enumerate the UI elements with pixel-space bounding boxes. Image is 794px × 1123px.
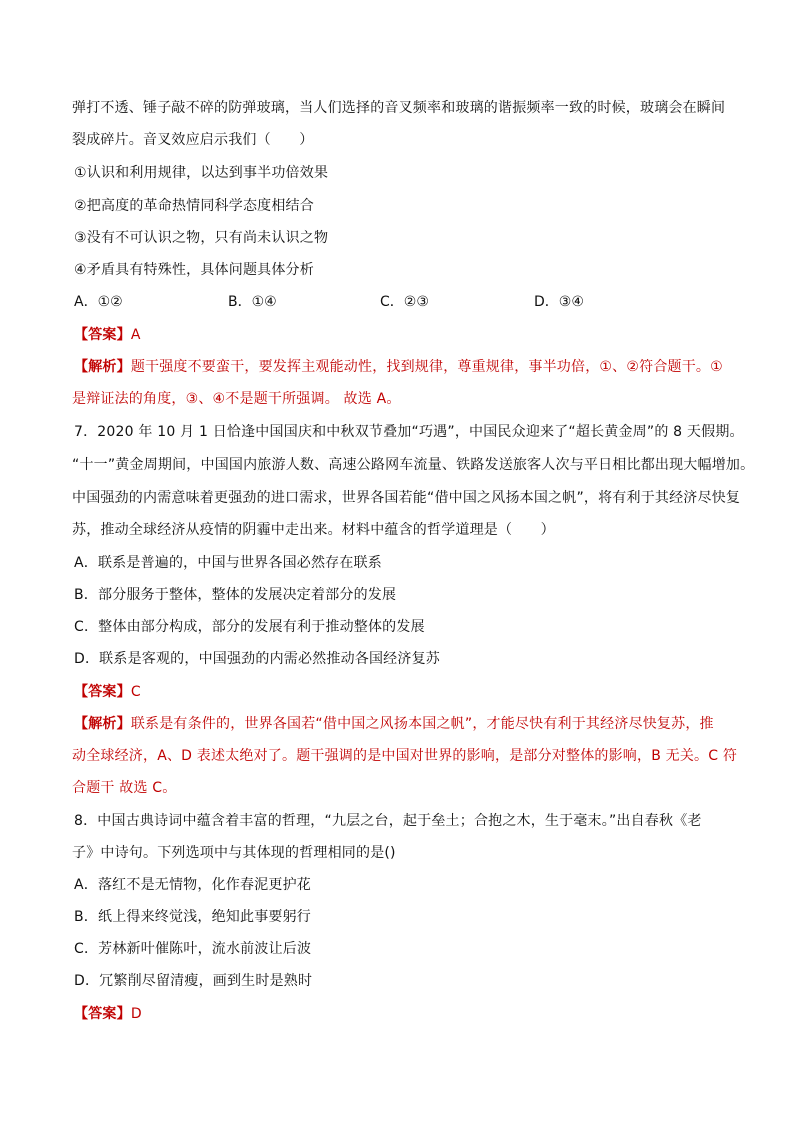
q7-answer [74, 682, 734, 702]
q6-option-a: A．①② [74, 294, 123, 310]
analysis-tag: 【解析】 [74, 716, 131, 732]
q6-stem-line-1: 弹打不透、锤子敲不碎的防弹玻璃，当人们选择的音叉频率和玻璃的谐振频率一致的时候，玻璃会在瞬间 [72, 100, 726, 116]
q8-option-d: D．冗繁削尽留清瘦，画到生时是熟时 [74, 973, 313, 989]
q6-item-1: ①认识和利用规律，以达到事半功倍效果 [74, 165, 329, 181]
q6-analysis-line-2: 是辩证法的角度，③、④不是题干所强调。 故选 A。 [72, 391, 401, 407]
q7-stem-line-4: 苏，推动全球经济从疫情的阴霾中走出来。材料中蕴含的哲学道理是（ ） [72, 522, 555, 538]
answer-tag: 【答案】 [74, 1006, 131, 1022]
answer-value: A [130, 327, 141, 343]
q7-option-d: D．联系是客观的，中国强劲的内需必然推动各国经济复苏 [74, 651, 440, 667]
q8-option-a: A．落红不是无情物，化作春泥更护花 [74, 877, 311, 893]
answer-value: D [130, 1006, 142, 1022]
q6-answer [74, 325, 734, 345]
q7-analysis-line-3: 合题干 故选 C。 [72, 780, 177, 796]
q6-item-3: ③没有不可认识之物，只有尚未认识之物 [74, 230, 329, 246]
analysis-tag: 【解析】 [74, 359, 131, 375]
q7-option-c: C．整体由部分构成，部分的发展有利于推动整体的发展 [74, 619, 425, 635]
q6-option-d: D．③④ [534, 294, 584, 310]
q8-option-c: C．芳林新叶催陈叶，流水前波让后波 [74, 941, 312, 957]
q7-option-a: A．联系是普遍的，中国与世界各国必然存在联系 [74, 555, 382, 571]
answer-tag: 【答案】 [74, 327, 131, 343]
q8-stem-line-1: 8．中国古典诗词中蕴含着丰富的哲理，“九层之台，起于垒土；合抱之木，生于毫末。”出自春秋《老 [74, 813, 702, 829]
answer-tag: 【答案】 [74, 684, 131, 700]
q7-option-b: B．部分服务于整体，整体的发展决定着部分的发展 [74, 587, 397, 603]
q6-stem-line-2: 裂成碎片。音叉效应启示我们（ ） [72, 132, 314, 148]
analysis-text: 联系是有条件的，世界各国若“借中国之风扬本国之帆”，才能尽快有利于其经济尽快复苏，推 [130, 716, 714, 732]
q6-option-b: B．①④ [228, 294, 277, 310]
analysis-text: 题干强度不要蛮干，要发挥主观能动性，找到规律，尊重规律，事半功倍， [130, 359, 600, 375]
q7-stem-line-2: “十一”黄金周期间，中国国内旅游人数、高速公路网车流量、铁路发送旅客人次与平日相比都出现大幅增加。 [72, 457, 755, 473]
q7-analysis-line-1 [74, 714, 734, 734]
analysis-text-highlight: ①、②符合题干。① [599, 359, 723, 375]
q6-item-4: ④矛盾具有特殊性，具体问题具体分析 [74, 262, 314, 278]
q7-analysis-line-2: 动全球经济，A、D 表述太绝对了。题干强调的是中国对世界的影响，是部分对整体的影响，B 无关。C 符 [72, 748, 738, 764]
q8-stem-line-2: 子》中诗句。下列选项中与其体现的哲理相同的是() [72, 845, 396, 861]
answer-value: C [130, 684, 141, 700]
q8-answer [74, 1004, 734, 1024]
q7-stem-line-3: 中国强劲的内需意味着更强劲的进口需求，世界各国若能“借中国之风扬本国之帆”，将有利于其经济尽快复 [72, 490, 741, 506]
q6-option-c: C．②③ [380, 294, 429, 310]
q7-stem-line-1: 7．2020 年 10 月 1 日恰逢中国国庆和中秋双节叠加“巧遇”，中国民众迎来了“超长黄金周”的 8 天假期。 [74, 424, 744, 440]
q8-option-b: B．纸上得来终觉浅，绝知此事要躬行 [74, 909, 312, 925]
q6-item-2: ②把高度的革命热情同科学态度相结合 [74, 198, 314, 214]
q6-analysis-line-1 [74, 357, 734, 377]
